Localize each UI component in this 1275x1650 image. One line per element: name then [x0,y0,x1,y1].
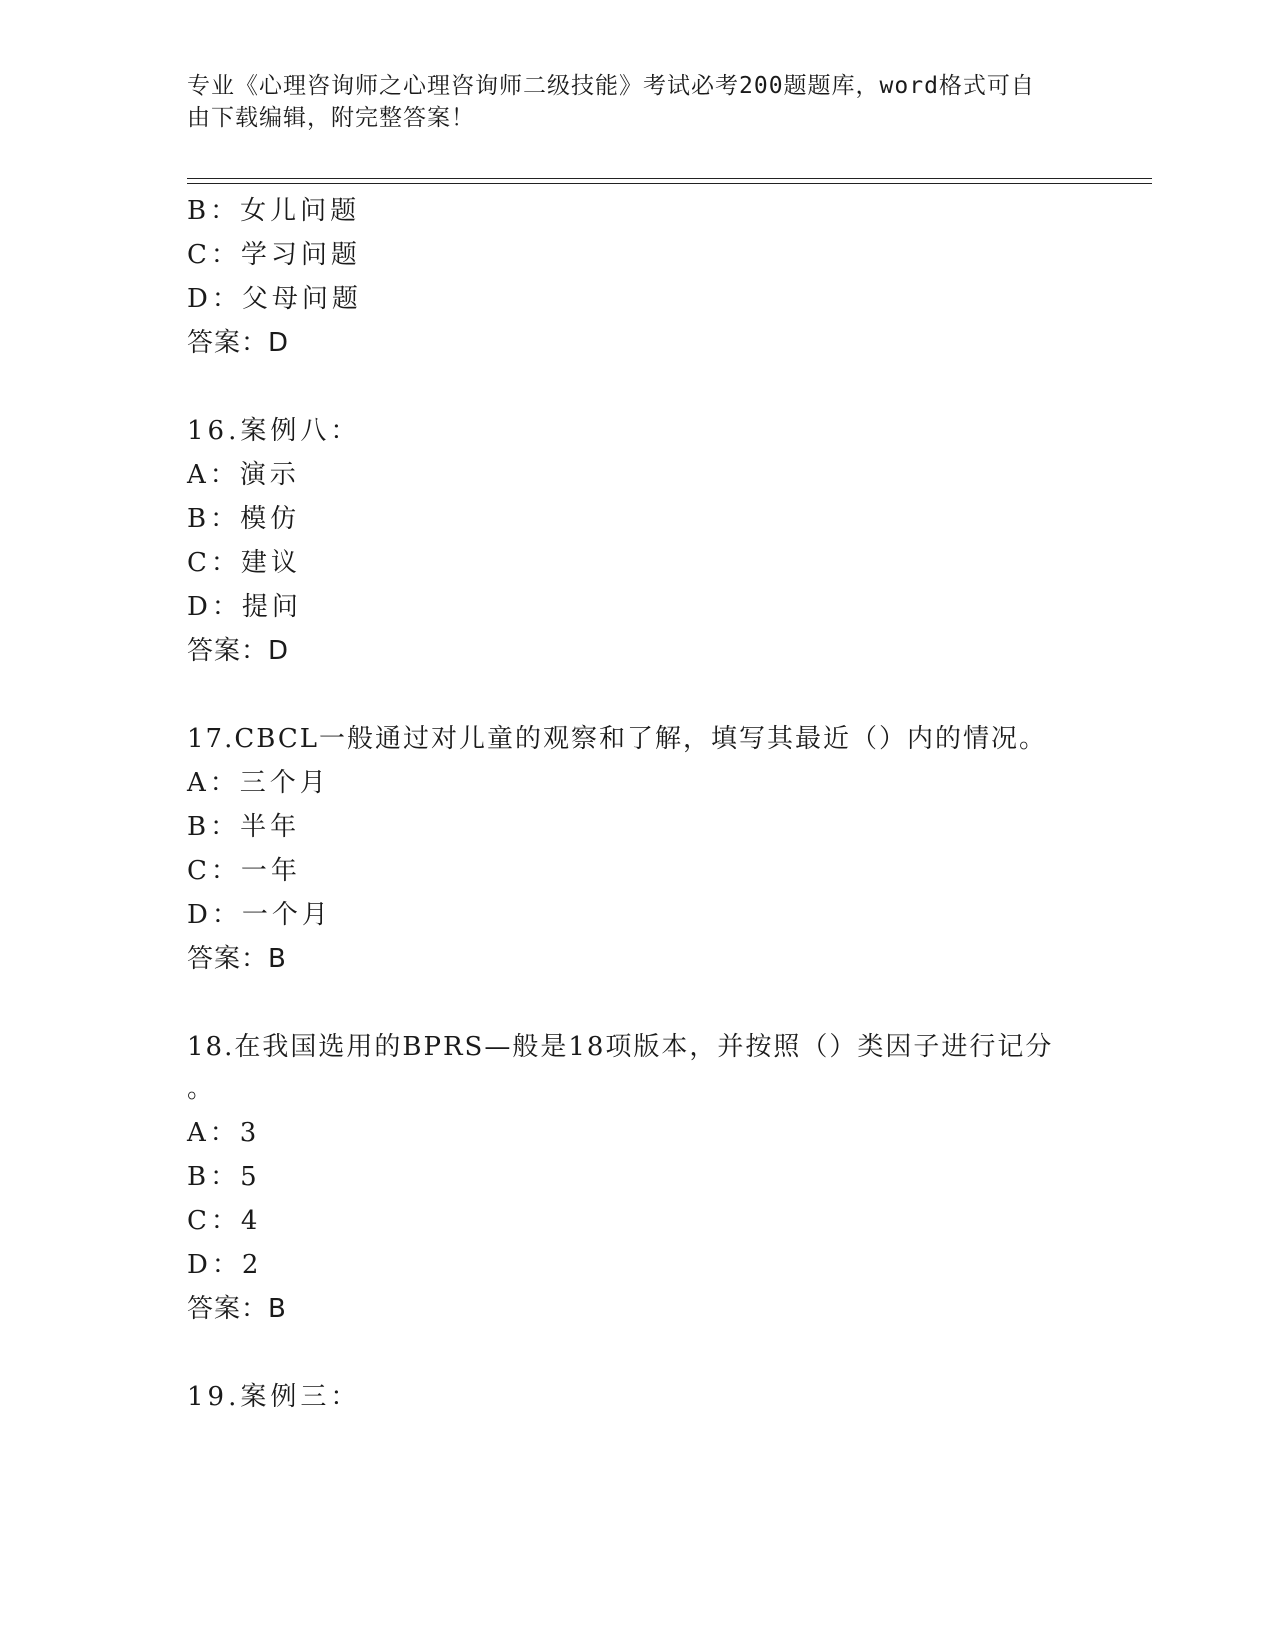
q17-option-c: C：一年 [187,856,301,886]
q15-answer: 答案：D [187,328,290,358]
q18-question-continued: 。 [187,1074,218,1104]
q16-option-a: A：演示 [187,460,300,490]
q18-option-d: D：2 [187,1250,263,1280]
document-header [187,70,1067,134]
q18-option-c: C：4 [187,1206,262,1236]
header-rule-bottom [187,183,1152,184]
q17-option-b: B：半年 [187,812,301,842]
q16-answer: 答案：D [187,636,290,666]
q15-option-b: B：女儿问题 [187,196,361,226]
q19-question: 19.案例三： [187,1382,361,1412]
q17-option-d: D：一个月 [187,900,332,930]
header-line-2: 由下载编辑，附完整答案！ [187,105,475,131]
q18-answer: 答案：B [187,1294,287,1324]
header-rule-top [187,178,1152,179]
q15-option-d: D：父母问题 [187,284,362,314]
q18-question: 18.在我国选用的BPRS—般是18项版本，并按照（）类因子进行记分 [187,1032,1054,1062]
q18-option-b: B：5 [187,1162,261,1192]
q17-answer: 答案：B [187,944,287,974]
header-line-1: 专业《心理咨询师之心理咨询师二级技能》考试必考200题题库，word格式可自 [187,73,1035,99]
q17-option-a: A：三个月 [187,768,330,798]
q16-option-d: D：提问 [187,592,302,622]
q15-option-c: C：学习问题 [187,240,361,270]
q17-question: 17.CBCL一般通过对儿童的观察和了解，填写其最近（）内的情况。 [187,724,1047,754]
q16-option-c: C：建议 [187,548,301,578]
q16-option-b: B：模仿 [187,504,301,534]
q18-option-a: A：3 [187,1118,261,1148]
q16-question: 16.案例八： [187,416,361,446]
